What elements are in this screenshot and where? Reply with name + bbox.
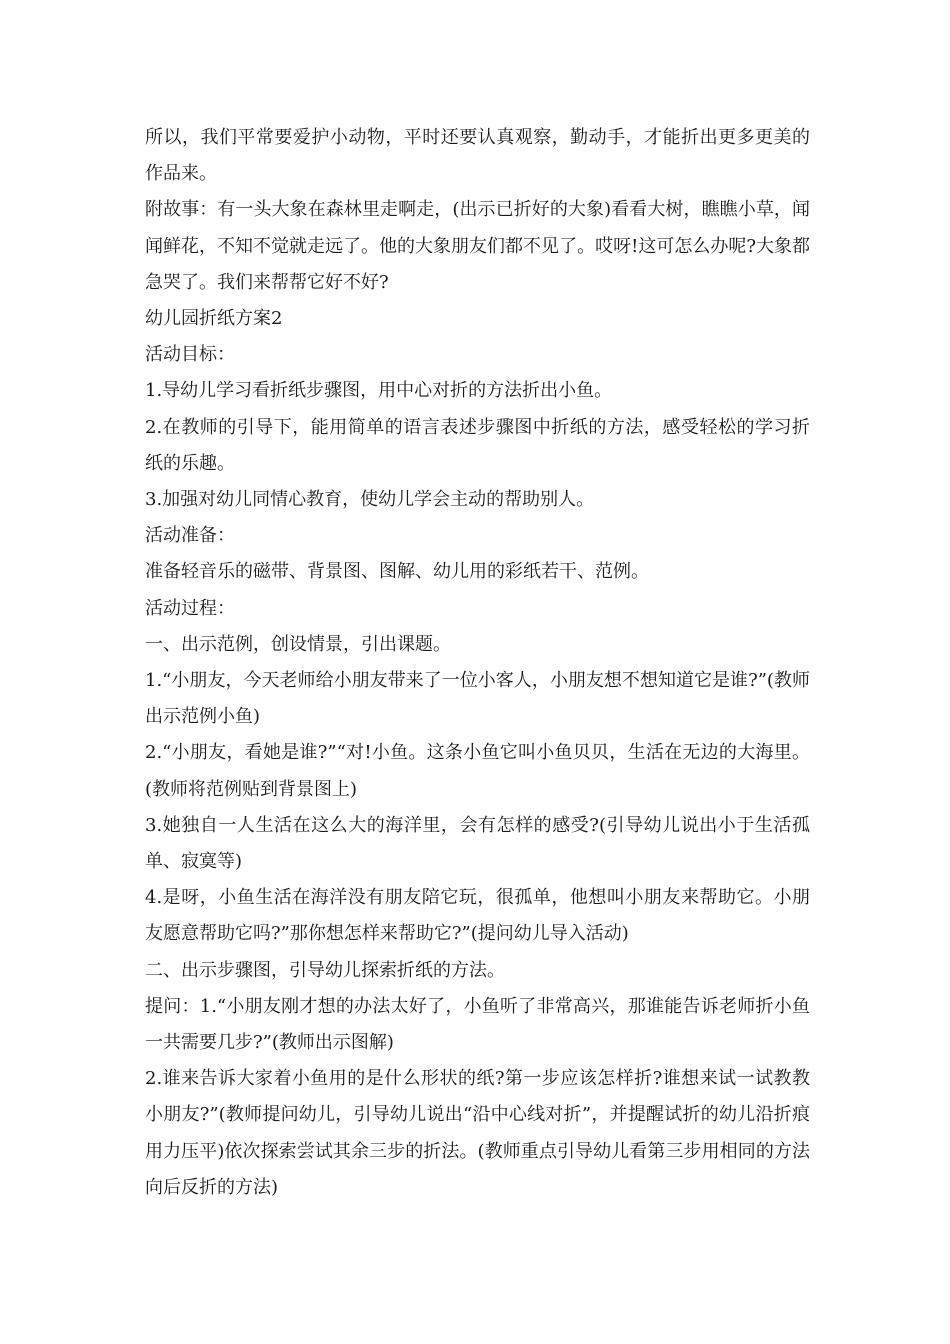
paragraph-8: 活动准备： — [145, 525, 235, 547]
paragraph-2: 附故事：有一头大象在森林里走啊走，(出示已折好的大象)看看大树，瞧瞧小草，闻闻鲜花，不知不觉就走远了。他的大象朋友们都不见了。哎呀!这可怎么办呢?大象都急哭了。我们来帮帮它好不好? — [145, 199, 810, 293]
document-page — [145, 120, 810, 1206]
paragraph-11: 一、出示范例，创设情景，引出课题。 — [145, 633, 451, 655]
paragraph-18: 2.谁来告诉大家着小鱼用的是什么形状的纸?第一步应该怎样折?谁想来试一试教教小朋友?”(教师提问幼儿，引导幼儿说出“沿中心线对折”，并提醒试折的幼儿沿折痕用力压平)依次探索尝试其余三步的折法。(教师重点引导幼儿看第三步用相同的方法向后反折的方法) — [145, 1068, 810, 1198]
paragraph-7: 3.加强对幼儿同情心教育，使幼儿学会主动的帮助别人。 — [145, 489, 595, 511]
paragraph-13: 2.“小朋友，看她是谁?”“对!小鱼。这条小鱼它叫小鱼贝贝，生活在无边的大海里。(教师将范例贴到背景图上) — [145, 742, 810, 800]
paragraph-5: 1.导幼儿学习看折纸步骤图，用中心对折的方法折出小鱼。 — [145, 380, 613, 402]
paragraph-4: 活动目标： — [145, 344, 235, 366]
paragraph-6: 2.在教师的引导下，能用简单的语言表述步骤图中折纸的方法，感受轻松的学习折纸的乐趣。 — [145, 416, 810, 474]
paragraph-9: 准备轻音乐的磁带、背景图、图解、幼儿用的彩纸若干、范例。 — [145, 561, 649, 583]
paragraph-10: 活动过程： — [145, 597, 235, 619]
paragraph-16: 二、出示步骤图，引导幼儿探索折纸的方法。 — [145, 959, 505, 981]
section-heading: 幼儿园折纸方案2 — [145, 308, 283, 330]
paragraph-1: 所以，我们平常要爱护小动物，平时还要认真观察，勤动手，才能折出更多更美的作品来。 — [145, 127, 810, 185]
paragraph-12: 1.“小朋友，今天老师给小朋友带来了一位小客人，小朋友想不想知道它是谁?”(教师出示范例小鱼) — [145, 670, 810, 728]
paragraph-14: 3.她独自一人生活在这么大的海洋里，会有怎样的感受?(引导幼儿说出小于生活孤单、寂寞等) — [145, 814, 810, 873]
paragraph-17: 提问：1.“小朋友刚才想的办法太好了，小鱼听了非常高兴，那谁能告诉老师折小鱼一共需要几步?”(教师出示图解) — [145, 995, 810, 1054]
paragraph-15: 4.是呀，小鱼生活在海洋没有朋友陪它玩，很孤单，他想叫小朋友来帮助它。小朋友愿意帮助它吗?”那你想怎样来帮助它?”(提问幼儿导入活动) — [145, 887, 810, 945]
